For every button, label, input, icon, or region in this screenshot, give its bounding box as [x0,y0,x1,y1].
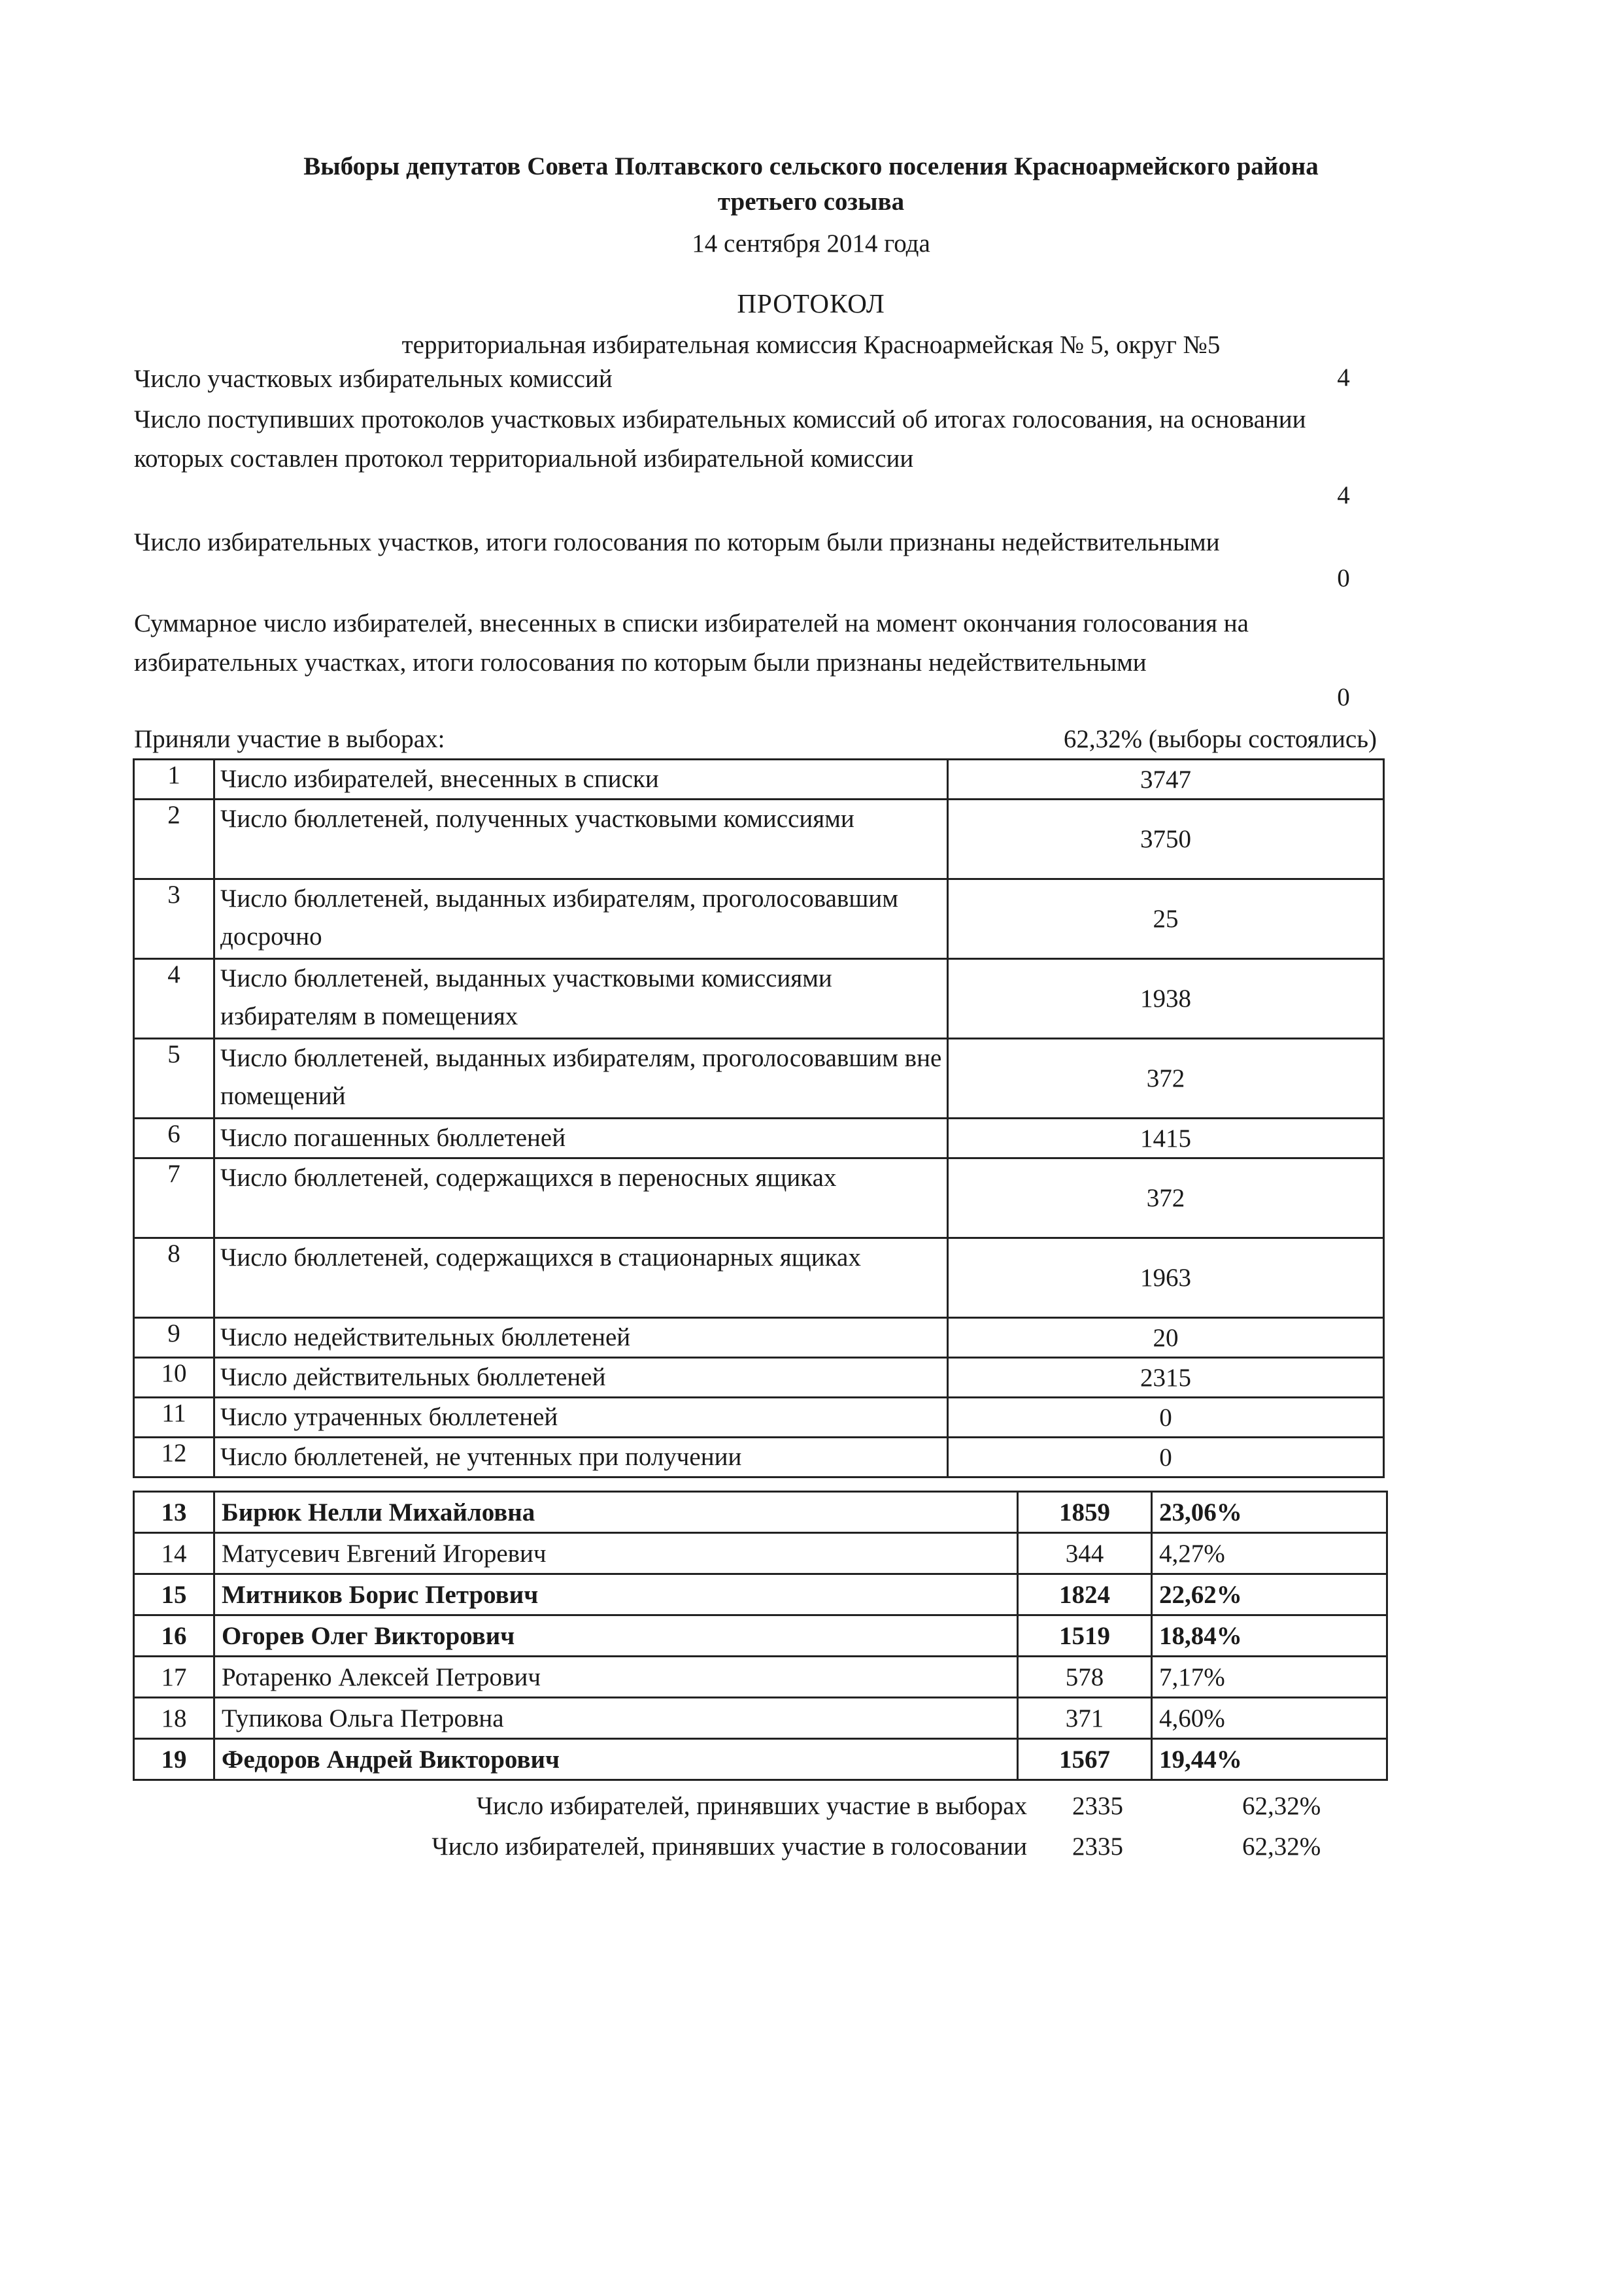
candidate-percent: 4,60% [1152,1698,1387,1739]
row-value: 1963 [948,1238,1384,1318]
row-number: 4 [134,959,214,1039]
candidate-name: Митников Борис Петрович [214,1574,1018,1615]
row-label: Число бюллетеней, содержащихся в стационарных ящиках [214,1238,948,1318]
row-number: 1 [134,760,214,800]
candidate-percent: 22,62% [1152,1574,1387,1615]
summary-percent: 62,32% [1242,1832,1321,1861]
candidate-percent: 18,84% [1152,1615,1387,1657]
row-label: Число бюллетеней, выданных избирателям, проголосовавшим досрочно [214,879,948,959]
candidate-number: 19 [134,1739,214,1780]
protocol-table [133,758,1385,1478]
candidate-percent: 4,27% [1152,1533,1387,1574]
candidates-table [133,1491,1388,1781]
candidate-row [134,1739,1387,1780]
row-label: Число утраченных бюллетеней [214,1398,948,1438]
row-value: 0 [948,1398,1384,1438]
stat-label: Суммарное число избирателей, внесенных в списки избирателей на момент окончания голосования на избирательных участках, итоги голосования по которым были признаны недействительными [134,609,1249,677]
summary-label: Число избирателей, принявших участие в выборах [476,1792,1027,1820]
candidate-number: 13 [134,1492,214,1533]
row-value: 372 [948,1039,1384,1119]
candidate-percent: 19,44% [1152,1739,1387,1780]
participation-label: Приняли участие в выборах: [134,725,445,753]
row-value: 372 [948,1158,1384,1238]
table-row [134,1318,1384,1358]
candidate-name: Тупикова Ольга Петровна [214,1698,1018,1739]
row-number: 6 [134,1119,214,1158]
row-label: Число действительных бюллетеней [214,1358,948,1398]
protocol-heading: ПРОТОКОЛ [737,288,885,318]
row-value: 3750 [948,800,1384,879]
summary-percent: 62,32% [1242,1792,1321,1820]
row-number: 3 [134,879,214,959]
candidate-votes: 344 [1018,1533,1152,1574]
table-row [134,1119,1384,1158]
row-number: 11 [134,1398,214,1438]
participation-value: 62,32% (выборы состоялись) [1063,725,1377,753]
candidate-votes: 1824 [1018,1574,1152,1615]
table-row [134,760,1384,800]
stat-label: Число поступивших протоколов участковых избирательных комиссий об итогах голосования, на основании которых составлен протокол территориальной избирательной комиссии [134,405,1306,473]
table-row [134,1358,1384,1398]
table-row [134,959,1384,1039]
row-value: 25 [948,879,1384,959]
stat-value: 4 [1337,481,1350,509]
summary-count: 2335 [1072,1832,1123,1861]
candidate-number: 15 [134,1574,214,1615]
table-row [134,1398,1384,1438]
table-row [134,1438,1384,1477]
row-value: 1938 [948,959,1384,1039]
row-value: 3747 [948,760,1384,800]
candidate-votes: 1567 [1018,1739,1152,1780]
row-number: 12 [134,1438,214,1477]
row-label: Число погашенных бюллетеней [214,1119,948,1158]
stat-label: Число избирательных участков, итоги голосования по которым были признаны недействительными [134,528,1220,556]
document-title [98,149,1524,220]
stat-value: 4 [1337,363,1350,392]
candidate-votes: 578 [1018,1657,1152,1698]
title-line-1: Выборы депутатов Совета Полтавского сельского поселения Красноармейского района [303,152,1319,180]
candidate-row [134,1657,1387,1698]
row-value: 1415 [948,1119,1384,1158]
row-value: 0 [948,1438,1384,1477]
candidate-votes: 371 [1018,1698,1152,1739]
candidate-votes: 1519 [1018,1615,1152,1657]
stat-value: 0 [1337,564,1350,592]
commission-name: территориальная избирательная комиссия Красноармейская № 5, округ №5 [401,331,1221,359]
row-number: 8 [134,1238,214,1318]
candidate-number: 18 [134,1698,214,1739]
candidate-name: Матусевич Евгений Игоревич [214,1533,1018,1574]
candidate-name: Федоров Андрей Викторович [214,1739,1018,1780]
candidate-row [134,1492,1387,1533]
table-row [134,1158,1384,1238]
summary-count: 2335 [1072,1792,1123,1820]
election-date: 14 сентября 2014 года [692,229,930,258]
table-row [134,1238,1384,1318]
stat-label: Число участковых избирательных комиссий [134,365,613,393]
row-label: Число бюллетеней, содержащихся в переносных ящиках [214,1158,948,1238]
candidate-percent: 7,17% [1152,1657,1387,1698]
table-row [134,1039,1384,1119]
row-label: Число бюллетеней, выданных участковыми комиссиями избирателям в помещениях [214,959,948,1039]
candidate-name: Бирюк Нелли Михайловна [214,1492,1018,1533]
candidate-row [134,1533,1387,1574]
summary-label: Число избирателей, принявших участие в голосовании [431,1832,1027,1861]
row-value: 20 [948,1318,1384,1358]
candidate-row [134,1698,1387,1739]
row-label: Число избирателей, внесенных в списки [214,760,948,800]
stat-value: 0 [1337,683,1350,711]
table-row [134,879,1384,959]
row-number: 2 [134,800,214,879]
table-row [134,800,1384,879]
row-label: Число бюллетеней, не учтенных при получении [214,1438,948,1477]
row-label: Число недействительных бюллетеней [214,1318,948,1358]
candidate-row [134,1574,1387,1615]
row-label: Число бюллетеней, полученных участковыми комиссиями [214,800,948,879]
row-label: Число бюллетеней, выданных избирателям, проголосовавшим вне помещений [214,1039,948,1119]
candidate-number: 16 [134,1615,214,1657]
row-number: 5 [134,1039,214,1119]
candidate-votes: 1859 [1018,1492,1152,1533]
candidate-percent: 23,06% [1152,1492,1387,1533]
row-value: 2315 [948,1358,1384,1398]
row-number: 10 [134,1358,214,1398]
candidate-number: 14 [134,1533,214,1574]
candidate-name: Огорев Олег Викторович [214,1615,1018,1657]
candidate-row [134,1615,1387,1657]
row-number: 9 [134,1318,214,1358]
title-line-2: третьего созыва [717,188,905,216]
row-number: 7 [134,1158,214,1238]
candidate-number: 17 [134,1657,214,1698]
candidate-name: Ротаренко Алексей Петрович [214,1657,1018,1698]
